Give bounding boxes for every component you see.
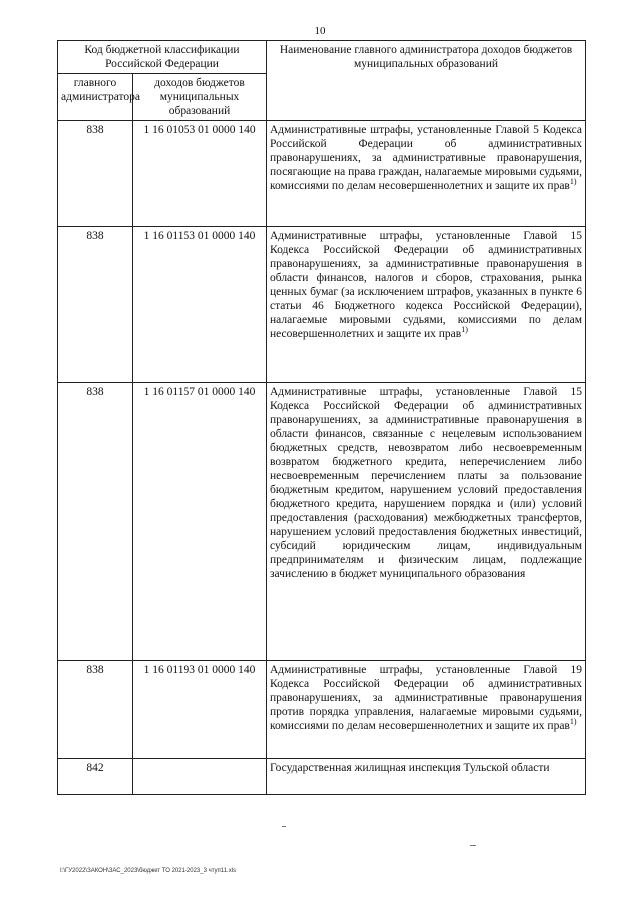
income-code-cell: 1 16 01157 01 0000 140 xyxy=(133,383,267,661)
file-path-footer: I:\ГУ2022\ЗАКОН\ЗАС_2023\бюджет ТО 2021-2023_3 чтуп11.xls xyxy=(60,868,237,874)
income-code-cell: 1 16 01153 01 0000 140 xyxy=(133,227,267,383)
name-text: Государственная жилищная инспекция Тульской области xyxy=(270,762,550,774)
income-code-cell xyxy=(133,759,267,795)
table-row xyxy=(58,383,586,661)
header-admin-code: главного администратора xyxy=(58,74,133,121)
footnote-mark: 1) xyxy=(461,325,468,335)
admin-code-cell: 838 xyxy=(58,121,133,227)
footnote-mark: 1) xyxy=(569,717,577,727)
scan-speck xyxy=(470,845,476,846)
header-code-group: Код бюджетной классификации Российской Федерации xyxy=(58,41,267,74)
scan-speck xyxy=(282,826,286,827)
header-name: Наименование главного администратора доходов бюджетов муниципальных образований xyxy=(267,41,586,121)
admin-code-cell: 842 xyxy=(58,759,133,795)
admin-code-cell: 838 xyxy=(58,661,133,759)
name-cell xyxy=(267,661,586,759)
table-row xyxy=(58,661,586,759)
name-cell xyxy=(267,759,586,795)
name-text: Административные штрафы, установленные Главой 15 Кодекса Российской Федерации об административных правонарушениях, за административные правонарушения в области финансов, налогов и сборов, страхования, рынка ценных бумаг (за исключением штрафов, указанных в пункте 6 статьи 46 Бюджетного кодекса Российской Федерации), налагаемые мировыми судьями, комиссиями по делам несовершеннолетних и защите их прав xyxy=(270,230,582,340)
table-row xyxy=(58,759,586,795)
header-income-code: доходов бюджетов муниципальных образований xyxy=(133,74,267,121)
name-text: Административные штрафы, установленные Главой 19 Кодекса Российской Федерации об административных правонарушениях, за административные правонарушения против порядка управления, налагаемые мировыми судьями, комиссиями по делам несовершеннолетних и защите их прав xyxy=(270,664,582,732)
name-text: Административные штрафы, установленные Главой 15 Кодекса Российской Федерации об административных правонарушениях, за административные правонарушения в области финансов, связанные с нецелевым использованием бюджетных средств, невозвратом либо несвоевременным возвратом бюджетного кредита, неперечислением либо несвоевременным перечислением платы за пользование бюджетным кредитом, нарушением условий предоставления бюджетного кредита, нарушением порядка и (или) условий предоставления (расходования) межбюджетных трансфертов, нарушением условий предоставления бюджетных инвестиций, субсидий юридическим лицам, индивидуальным предпринимателям и физическим лицам, подлежащие зачислению в бюджет муниципального образования xyxy=(270,386,582,580)
name-text: Административные штрафы, установленные Главой 5 Кодекса Российской Федерации об административных правонарушениях, за административные правонарушения, посягающие на права граждан, налагаемые мировыми судьями, комиссиями по делам несовершеннолетних и защите их прав xyxy=(270,124,582,192)
table-header-row xyxy=(58,41,586,74)
footnote-mark: 1) xyxy=(569,177,577,187)
name-cell xyxy=(267,121,586,227)
budget-classification-table xyxy=(57,40,586,795)
table-row xyxy=(58,121,586,227)
income-code-cell: 1 16 01193 01 0000 140 xyxy=(133,661,267,759)
admin-code-cell: 838 xyxy=(58,227,133,383)
page-number: 10 xyxy=(314,25,326,37)
table-row xyxy=(58,227,586,383)
income-code-cell: 1 16 01053 01 0000 140 xyxy=(133,121,267,227)
name-cell xyxy=(267,383,586,661)
admin-code-cell: 838 xyxy=(58,383,133,661)
name-cell xyxy=(267,227,586,383)
